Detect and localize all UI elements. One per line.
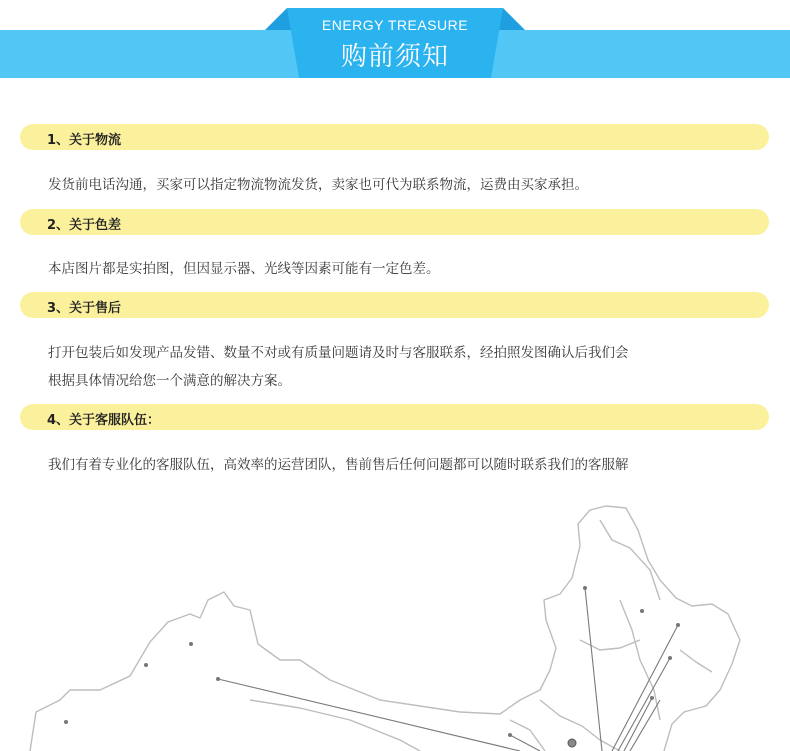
section-line: 发货前电话沟通，买家可以指定物流物流发货，卖家也可代为联系物流，运费由买家承担。 bbox=[48, 177, 588, 193]
map-border bbox=[600, 520, 660, 600]
section-heading-label: 1、关于物流 bbox=[47, 133, 122, 148]
connection-line bbox=[612, 625, 678, 751]
city-dot bbox=[144, 663, 148, 667]
connection-line bbox=[618, 658, 670, 751]
map-border bbox=[540, 700, 620, 751]
section-heading-label: 3、关于售后 bbox=[47, 301, 122, 316]
city-dot bbox=[676, 623, 680, 627]
section-heading-after-sales bbox=[20, 292, 769, 318]
city-dot bbox=[216, 677, 220, 681]
section-heading-label: 4、关于客服队伍： bbox=[47, 413, 161, 428]
page-title: 购前须知 bbox=[340, 42, 449, 72]
section-text-customer-service bbox=[48, 451, 748, 479]
section-line: 本店图片都是实拍图，但因显示器、光线等因素可能有一定色差。 bbox=[48, 261, 440, 277]
section-line: 我们有着专业化的客服队伍，高效率的运营团队，售前售后任何问题都可以随时联系我们的客服解 bbox=[48, 457, 629, 473]
connection-line bbox=[585, 588, 602, 751]
map-border bbox=[510, 720, 545, 751]
section-heading-color-difference bbox=[20, 209, 769, 235]
connection-line bbox=[218, 679, 520, 751]
section-line: 打开包装后如发现产品发错、数量不对或有质量问题请及时与客服联系，经拍照发图确认后我们会 bbox=[48, 345, 629, 361]
city-dot bbox=[650, 696, 654, 700]
map-border bbox=[680, 650, 712, 672]
section-text-logistics bbox=[48, 171, 748, 199]
china-map-illustration bbox=[0, 495, 790, 751]
city-dot bbox=[189, 642, 193, 646]
city-dot bbox=[640, 609, 644, 613]
city-dot bbox=[668, 656, 672, 660]
capital-marker bbox=[568, 739, 576, 747]
section-heading-logistics bbox=[20, 124, 769, 150]
map-border bbox=[250, 700, 420, 751]
city-dot bbox=[508, 733, 512, 737]
city-dot bbox=[64, 720, 68, 724]
map-border bbox=[620, 600, 660, 720]
map-border bbox=[580, 640, 640, 650]
section-text-color-difference bbox=[48, 255, 748, 283]
section-heading-label: 2、关于色差 bbox=[47, 218, 122, 233]
section-text-after-sales bbox=[48, 339, 748, 395]
map-outline bbox=[30, 506, 740, 751]
section-heading-customer-service bbox=[20, 404, 769, 430]
connection-line bbox=[624, 698, 652, 751]
city-dot bbox=[583, 586, 587, 590]
section-line: 根据具体情况给您一个满意的解决方案。 bbox=[48, 373, 291, 389]
banner-subtitle: ENERGY TREASURE bbox=[321, 17, 469, 33]
